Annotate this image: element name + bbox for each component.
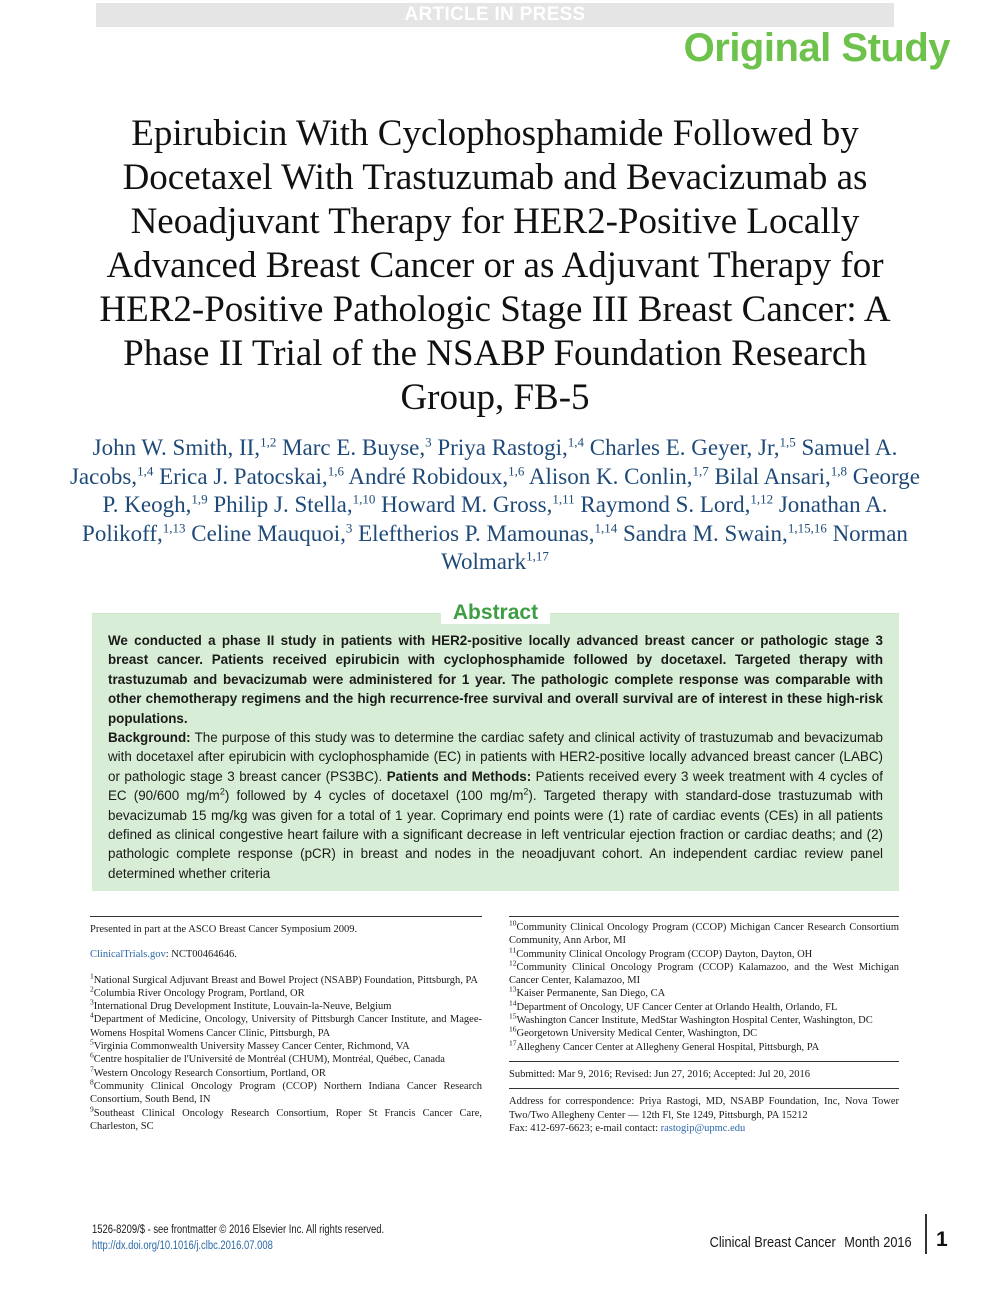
affiliation-text: Columbia River Oncology Program, Portland, OR	[93, 987, 305, 999]
trial-registration	[90, 948, 482, 961]
journal-date: Month 2016	[844, 1234, 912, 1251]
abstract-summary: We conducted a phase II study in patients with HER2-positive locally advanced breast cancer or pathologic stage 3 breast cancer. Patients received epirubicin with cyclophosphamide followed by docetaxel. Targeted therapy with trastuzumab and bevacizumab were administered for 1 year. The pathologic complete response was comparable with other chemotherapy regimens and the high recurrence-free survival and overall survival are of interest in these high-risk populations.	[108, 633, 883, 726]
author-name: Raymond S. Lord,	[580, 492, 751, 517]
author-name: Bilal Ansari,	[714, 463, 831, 489]
affiliation-text: Community Clinical Oncology Program (CCOP) Northern Indiana Cancer Research Consortium, South Bend, IN	[90, 1080, 482, 1106]
author-affiliation-ref: 1,12	[750, 491, 774, 507]
article-in-press-banner: ARTICLE IN PRESS	[96, 3, 894, 27]
affiliation-number: 15	[509, 1011, 517, 1021]
footnotes-right	[509, 916, 899, 1135]
affiliation	[509, 1024, 899, 1040]
author-affiliation-ref: 1,17	[526, 548, 549, 564]
author-affiliation-ref: 1,9	[191, 491, 208, 507]
affiliation-number: 12	[509, 958, 517, 968]
background-text: The purpose of this study was to determine the cardiac safety and clinical activity of trastuzumab and bevacizumab with docetaxel after epirubicin with cyclophosphamide (EC) in patients with HER2-positive locally advanced breast cancer (LABC) or pathologic stage 3 breast cancer (PS3BC).	[108, 730, 883, 784]
author-name: Eleftherios P. Mamounas,	[358, 520, 595, 546]
email-link[interactable]: rastogip@upmc.edu	[660, 1122, 746, 1134]
affiliation	[90, 1104, 482, 1134]
author-affiliation-ref: 1,10	[352, 491, 376, 507]
author-name: Marc E. Buyse,	[282, 435, 426, 460]
journal-name: Clinical Breast Cancer	[710, 1234, 837, 1251]
affiliations-right	[509, 918, 899, 1054]
author-affiliation-ref: 1,5	[779, 434, 796, 450]
author	[714, 464, 847, 489]
footnotes-left	[90, 916, 482, 1133]
footnote-divider	[509, 1061, 899, 1062]
author	[159, 464, 344, 489]
author-affiliation-ref: 1,15,16	[787, 519, 827, 535]
author	[437, 435, 584, 460]
submission-dates: Submitted: Mar 9, 2016; Revised: Jun 27, 2016; Accepted: Jul 20, 2016	[509, 1068, 810, 1080]
affiliation-text: National Surgical Adjuvant Breast and Bowel Project (NSABP) Foundation, Pittsburgh, PA	[93, 974, 478, 986]
affiliation	[90, 1010, 482, 1040]
abstract-heading	[92, 601, 899, 625]
fax-contact: Fax: 412-697-6623; e-mail contact:	[509, 1122, 661, 1134]
affiliation-text: Community Clinical Oncology Program (CCOP) Kalamazoo, and the West Michigan Cancer Center, Kalamazoo, MI	[509, 961, 899, 987]
affiliation-number: 11	[509, 945, 517, 955]
clinicaltrials-link[interactable]: ClinicalTrials.gov	[90, 949, 166, 961]
author-affiliation-ref: 1,2	[260, 434, 277, 450]
author-affiliation-ref: 3	[425, 434, 432, 450]
methods-label: Patients and Methods:	[386, 768, 532, 784]
affiliation-text: Virginia Commonwealth University Massey Cancer Center, Richmond, VA	[93, 1041, 410, 1053]
affiliation-text: International Drug Development Institute, Louvain-la-Neuve, Belgium	[93, 1001, 392, 1013]
affiliation	[90, 1077, 482, 1107]
author-affiliation-ref: 3	[345, 519, 353, 535]
author-name: Philip J. Stella,	[213, 492, 353, 517]
affiliation-text: Community Clinical Oncology Program (CCOP) Michigan Cancer Research Consortium Community, Ann Arbor, MI	[509, 922, 899, 947]
affiliation-text: Kaiser Permanente, San Diego, CA	[516, 988, 666, 1000]
author	[580, 492, 773, 517]
author	[348, 464, 524, 489]
affiliation-number: 8	[90, 1077, 94, 1087]
affiliation-number: 2	[90, 984, 94, 994]
author-list	[60, 434, 930, 577]
author-affiliation-ref: 1,7	[692, 462, 709, 478]
author	[358, 521, 617, 546]
correspondence-address: Address for correspondence: Priya Rastogi, MD, NSABP Foundation, Inc, Nova Tower Two/Two Allegheny Center — 12th Fl, Ste 1249, Pittsburgh, PA 15212	[509, 1096, 899, 1121]
affiliation	[509, 958, 899, 988]
page-number: 1	[936, 1228, 948, 1251]
author-affiliation-ref: 1,8	[830, 462, 847, 478]
methods-text-2: ) followed by 4 cycles of docetaxel (100 mg/m	[224, 788, 524, 804]
copyright-block	[92, 1222, 384, 1254]
affiliation	[90, 1050, 482, 1066]
section-label: Original Study	[683, 26, 950, 70]
author-name: Charles E. Geyer, Jr,	[589, 435, 780, 460]
author-affiliation-ref: 1,6	[508, 462, 525, 478]
affiliation-number: 1	[90, 971, 94, 981]
affiliation	[509, 945, 899, 961]
page-divider	[925, 1214, 927, 1254]
methods-sup-2: 2	[523, 786, 529, 797]
author-name: Priya Rastogi,	[437, 435, 568, 460]
affiliation-text: Georgetown University Medical Center, Washington, DC	[516, 1028, 758, 1040]
background-label: Background:	[108, 730, 191, 746]
author	[529, 464, 709, 489]
author	[282, 435, 432, 460]
author-name: Erica J. Patocskai,	[159, 463, 328, 489]
journal-info	[710, 1234, 912, 1251]
trial-id: : NCT00464646.	[165, 949, 237, 961]
doi-link[interactable]: http://dx.doi.org/10.1016/j.clbc.2016.07.008	[92, 1240, 273, 1252]
affiliations-left	[90, 971, 482, 1134]
footnote-divider	[509, 1088, 899, 1089]
author	[213, 492, 375, 517]
affiliation-text: Department of Medicine, Oncology, University of Pittsburgh Cancer Institute, and Magee-Womens Hospital Womens Cancer Clinic, Pittsburgh, PA	[90, 1014, 482, 1039]
abstract-body	[108, 631, 883, 889]
article-title: Epirubicin With Cyclophosphamide Followed by Docetaxel With Trastuzumab and Bevacizumab as Neoadjuvant Therapy for HER2-Positive Locally Advanced Breast Cancer or as Adjuvant Therapy for HER2-Positive Pathologic Stage III Breast Cancer: A Phase II Trial of the NSABP Foundation Research Group, FB-5	[99, 113, 891, 418]
author-name: Samuel A. Jacobs,	[69, 435, 898, 489]
author-name: Sandra M. Swain,	[622, 520, 788, 546]
affiliation	[509, 1011, 899, 1027]
author-affiliation-ref: 1,4	[567, 434, 584, 450]
affiliation	[90, 997, 482, 1013]
author-affiliation-ref: 1,13	[162, 519, 186, 535]
affiliation	[90, 1064, 482, 1080]
affiliation-text: Department of Oncology, UF Cancer Center at Orlando Health, Orlando, FL	[516, 1001, 838, 1013]
methods-text-1: Patients received every 3 week treatment with 4 cycles of EC (90/600 mg/m	[108, 768, 883, 804]
affiliation	[509, 998, 899, 1014]
affiliation-text: Western Oncology Research Consortium, Portland, OR	[93, 1067, 326, 1079]
affiliation-number: 17	[509, 1038, 517, 1048]
affiliation-number: 4	[90, 1010, 94, 1020]
affiliation-number: 16	[509, 1024, 517, 1034]
affiliation-text: Southeast Clinical Oncology Research Consortium, Roper St Francis Cancer Care, Charleston, SC	[90, 1107, 482, 1132]
affiliation-number: 14	[509, 998, 517, 1008]
affiliation	[509, 918, 899, 948]
author-name: John W. Smith, II,	[92, 435, 261, 460]
affiliation	[90, 984, 482, 1000]
affiliation-number: 9	[90, 1104, 94, 1114]
affiliation	[509, 984, 899, 1000]
methods-text-3: ). Targeted therapy with standard-dose trastuzumab with bevacizumab 15 mg/kg was given for a total of 1 year. Coprimary end points were (1) rate of cardiac events (CEs) in all patients defined as clinical congestive heart failure with a significant decrease in left ventricular ejection fraction or cardiac deaths; and (2) pathologic complete response (pCR) in breast and nodes in the neoadjuvant cohort. An independent cardiac review panel determined whether criteria	[108, 788, 883, 881]
abstract-heading-text: Abstract	[441, 601, 550, 624]
author-name: Celine Mauquoi,	[191, 520, 346, 546]
affiliation	[90, 1037, 482, 1053]
affiliation-number: 5	[90, 1037, 94, 1047]
author-affiliation-ref: 1,14	[594, 519, 618, 535]
affiliation	[90, 971, 482, 987]
correspondence-contact	[509, 1122, 899, 1135]
author-name: André Robidoux,	[348, 463, 509, 489]
abstract-main-text	[108, 728, 883, 883]
author-affiliation-ref: 1,4	[137, 462, 154, 478]
author-name: Howard M. Gross,	[381, 492, 553, 517]
affiliation-number: 7	[90, 1064, 94, 1074]
author-affiliation-ref: 1,11	[552, 491, 575, 507]
affiliation	[509, 1038, 899, 1054]
affiliation-text: Allegheny Cancer Center at Allegheny General Hospital, Pittsburgh, PA	[516, 1041, 820, 1053]
author-affiliation-ref: 1,6	[327, 462, 344, 478]
affiliation-number: 6	[90, 1050, 94, 1060]
author	[590, 435, 796, 460]
author	[623, 521, 827, 546]
affiliation-text: Centre hospitalier de l'Université de Montréal (CHUM), Montréal, Québec, Canada	[93, 1054, 445, 1066]
affiliation-number: 10	[509, 918, 517, 928]
affiliation-number: 13	[509, 984, 517, 994]
affiliation-number: 3	[90, 997, 94, 1007]
author	[93, 435, 277, 460]
author-name: Alison K. Conlin,	[528, 463, 693, 489]
issn-line: 1526-8209/$ - see frontmatter © 2016 Elsevier Inc. All rights reserved.	[92, 1224, 385, 1236]
author-name: George P. Keogh,	[102, 463, 921, 517]
affiliation-text: Community Clinical Oncology Program (CCOP) Dayton, Dayton, OH	[516, 948, 813, 960]
author	[191, 521, 352, 546]
author-name: Jonathan A. Polikoff,	[82, 492, 888, 546]
methods-sup-1: 2	[219, 786, 225, 797]
author	[381, 492, 575, 517]
author-name: Norman Wolmark	[441, 520, 908, 574]
affiliation-text: Washington Cancer Institute, MedStar Washington Hospital Center, Washington, DC	[516, 1015, 873, 1027]
presented-note: Presented in part at the ASCO Breast Cancer Symposium 2009.	[90, 924, 358, 935]
